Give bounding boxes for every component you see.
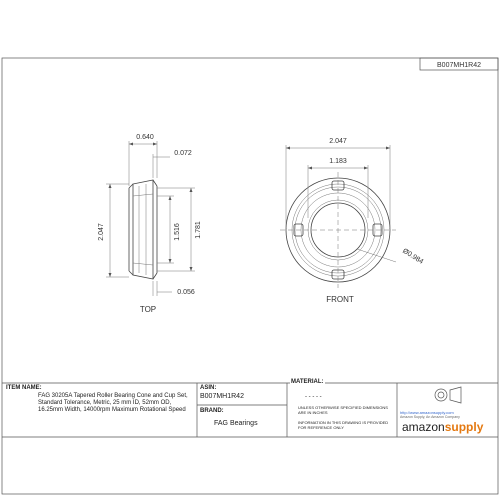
material-label: MATERIAL:: [291, 379, 324, 385]
projection-symbol-icon: [433, 384, 463, 406]
amazonsupply-url[interactable]: http://www.amazonsupply.com: [400, 410, 454, 415]
note-dimensions: UNLESS OTHERWISE SPECIFIED DIMENSIONS ARE IN INCHES: [298, 405, 388, 415]
dim-front-inner: 1.183: [329, 158, 347, 165]
logo-text-b: supply: [444, 420, 484, 434]
logo-text-a: amazon: [402, 420, 445, 434]
dim-top-bottom: 0.056: [177, 289, 195, 296]
dim-top-inner2: 1.781: [195, 221, 202, 239]
front-view: [280, 138, 424, 304]
front-view-label: FRONT: [326, 295, 354, 304]
part-number-tag: B007MH1R42: [437, 62, 481, 69]
dim-top-lip: 0.072: [174, 150, 192, 157]
brand: FAG Bearings: [214, 420, 258, 427]
dim-top-outer-dia: 2.047: [98, 223, 105, 241]
amazonsupply-logo: [402, 420, 483, 434]
top-view-label: TOP: [139, 305, 157, 314]
asin: B007MH1R42: [200, 393, 244, 400]
brand-label: BRAND:: [200, 408, 224, 414]
asin-label: ASIN:: [200, 385, 217, 391]
dim-top-width: 0.640: [136, 134, 154, 141]
item-name: FAG 30205A Tapered Roller Bearing Cone and Cup Set, Standard Tolerance, Metric, 25 mm ID, 52mm OD, 16.25mm Width, 14000rpm Maximum Rotational Speed: [38, 393, 188, 413]
note-reference: INFORMATION IN THIS DRAWING IS PROVIDED FOR REFERENCE ONLY: [298, 420, 389, 430]
dim-front-outer: 2.047: [329, 138, 347, 145]
amazonsupply-url-sub: Amazon Supply, An Amazon Company: [400, 415, 460, 419]
dim-front-bore: Ø0.984: [401, 247, 425, 266]
top-view: [98, 134, 202, 314]
item-name-label: ITEM NAME:: [6, 385, 42, 391]
dim-top-inner1: 1.516: [174, 223, 181, 241]
material: - - - - -: [305, 394, 322, 400]
